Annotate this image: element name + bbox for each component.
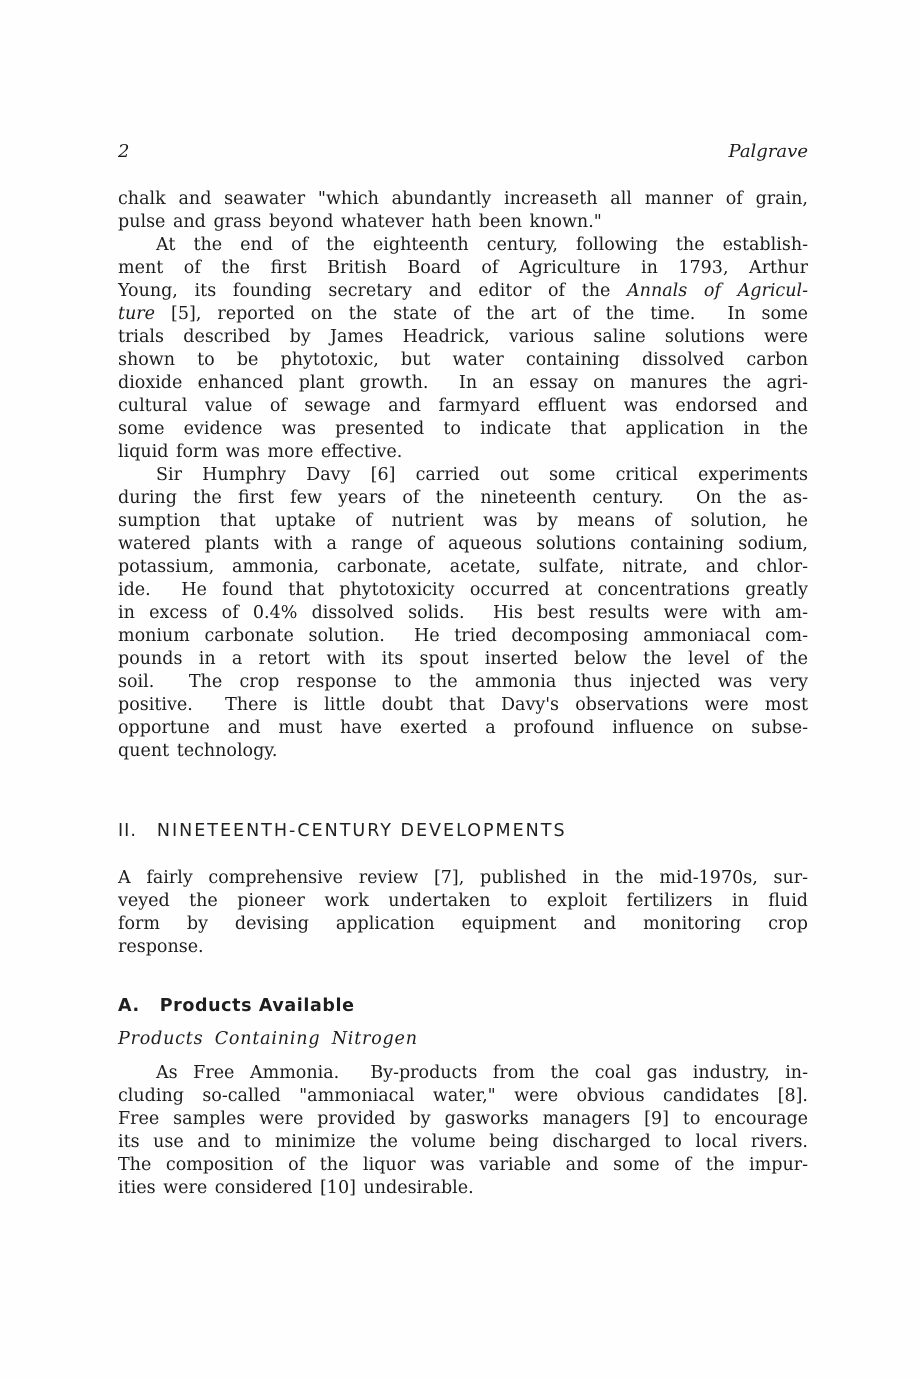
text-line [118, 579, 808, 602]
text-line [118, 867, 808, 890]
text-line [118, 648, 808, 671]
text-line [118, 740, 808, 763]
heading-text: Products Available [159, 996, 355, 1016]
paragraph [118, 234, 808, 464]
text-segment: cluding so-called "ammoniacal water," were obvious candidates [8]. [118, 1086, 808, 1106]
text-segment: liquid form was more effective. [118, 442, 403, 462]
text-line [118, 602, 808, 625]
italic-text-segment: Annals of Agricul- [627, 281, 809, 301]
text-segment: chalk and seawater "which abundantly increaseth all manner of grain, [118, 189, 808, 209]
text-line [118, 556, 808, 579]
text-segment: Young, its founding secretary and editor of the [118, 281, 628, 301]
italic-subheading: Products Containing Nitrogen [118, 1029, 418, 1049]
text-segment: soil. The crop response to the ammonia thus injected was very [118, 672, 808, 692]
text-segment: form by devising application equipment and monitoring crop [118, 914, 808, 934]
text-segment: monium carbonate solution. He tried decomposing ammoniacal com- [118, 626, 808, 646]
text-line [118, 441, 808, 464]
heading-text: NINETEENTH-CENTURY DEVELOPMENTS [156, 821, 567, 841]
text-line [118, 1085, 808, 1108]
text-line [118, 625, 808, 648]
text-segment: some evidence was presented to indicate that application in the [118, 419, 808, 439]
text-line [118, 188, 808, 211]
text-line [118, 303, 808, 326]
text-segment: ment of the first British Board of Agriculture in 1793, Arthur [118, 258, 808, 278]
text-segment: pulse and grass beyond whatever hath been known." [118, 212, 602, 232]
heading-number: II. [118, 821, 137, 841]
text-line [118, 487, 808, 510]
section-heading [118, 820, 808, 843]
text-line [118, 1154, 808, 1177]
page-header [118, 140, 808, 163]
heading-number: A. [118, 996, 140, 1016]
text-line [118, 349, 808, 372]
text-segment: Sir Humphry Davy [6] carried out some critical experiments [156, 465, 808, 485]
text-line [118, 418, 808, 441]
text-line [118, 913, 808, 936]
text-segment: dioxide enhanced plant growth. In an essay on manures the agri- [118, 373, 808, 393]
text-segment: The composition of the liquor was variable and some of the impur- [118, 1155, 808, 1175]
text-line [118, 717, 808, 740]
text-segment: ide. He found that phytotoxicity occurred at concentrations greatly [118, 580, 808, 600]
paragraph [118, 464, 808, 763]
text-line [118, 1177, 808, 1200]
page-number: 2 [118, 141, 130, 162]
text-segment: pounds in a retort with its spout inserted below the level of the [118, 649, 808, 669]
text-line [118, 533, 808, 556]
text-line [118, 671, 808, 694]
text-line [118, 694, 808, 717]
text-line [118, 936, 808, 959]
text-segment: sumption that uptake of nutrient was by means of solution, he [118, 511, 808, 531]
text-segment: watered plants with a range of aqueous solutions containing sodium, [118, 534, 808, 554]
text-line [118, 395, 808, 418]
text-line [118, 464, 808, 487]
text-line [118, 1131, 808, 1154]
text-line [118, 257, 808, 280]
text-segment: quent technology. [118, 741, 278, 761]
text-segment: A fairly comprehensive review [7], published in the mid-1970s, sur- [118, 868, 808, 888]
text-segment: response. [118, 937, 204, 957]
text-segment: Free samples were provided by gasworks managers [9] to encourage [118, 1109, 808, 1129]
text-line [118, 372, 808, 395]
paragraph [118, 1062, 808, 1200]
running-title: Palgrave [728, 141, 808, 162]
text-line [118, 234, 808, 257]
text-segment: As Free Ammonia. By-products from the coal gas industry, in- [156, 1063, 808, 1083]
text-line [118, 211, 808, 234]
text-segment: At the end of the eighteenth century, following the establish- [156, 235, 808, 255]
text-segment: [5], reported on the state of the art of the time. In some [155, 304, 808, 324]
text-segment: positive. There is little doubt that Davy's observations were most [118, 695, 808, 715]
text-segment: trials described by James Headrick, various saline solutions were [118, 327, 808, 347]
text-line [118, 890, 808, 913]
text-line [118, 280, 808, 303]
text-segment: during the first few years of the nineteenth century. On the as- [118, 488, 808, 508]
text-segment: in excess of 0.4% dissolved solids. His best results were with am- [118, 603, 808, 623]
italic-text-segment: ture [118, 304, 156, 324]
paragraph [118, 188, 808, 234]
text-segment: its use and to minimize the volume being discharged to local rivers. [118, 1132, 808, 1152]
text-segment: ities were considered [10] undesirable. [118, 1178, 474, 1198]
paragraph [118, 867, 808, 959]
text-segment: cultural value of sewage and farmyard effluent was endorsed and [118, 396, 808, 416]
text-line [118, 1108, 808, 1131]
text-line [118, 1062, 808, 1085]
page-content [118, 0, 808, 1200]
text-line [118, 326, 808, 349]
text-segment: potassium, ammonia, carbonate, acetate, sulfate, nitrate, and chlor- [118, 557, 808, 577]
page-body [118, 188, 808, 1200]
subsection-heading [118, 995, 808, 1018]
text-segment: shown to be phytotoxic, but water containing dissolved carbon [118, 350, 808, 370]
text-segment: opportune and must have exerted a profound influence on subse- [118, 718, 808, 738]
text-line [118, 510, 808, 533]
text-segment: veyed the pioneer work undertaken to exploit fertilizers in fluid [118, 891, 808, 911]
